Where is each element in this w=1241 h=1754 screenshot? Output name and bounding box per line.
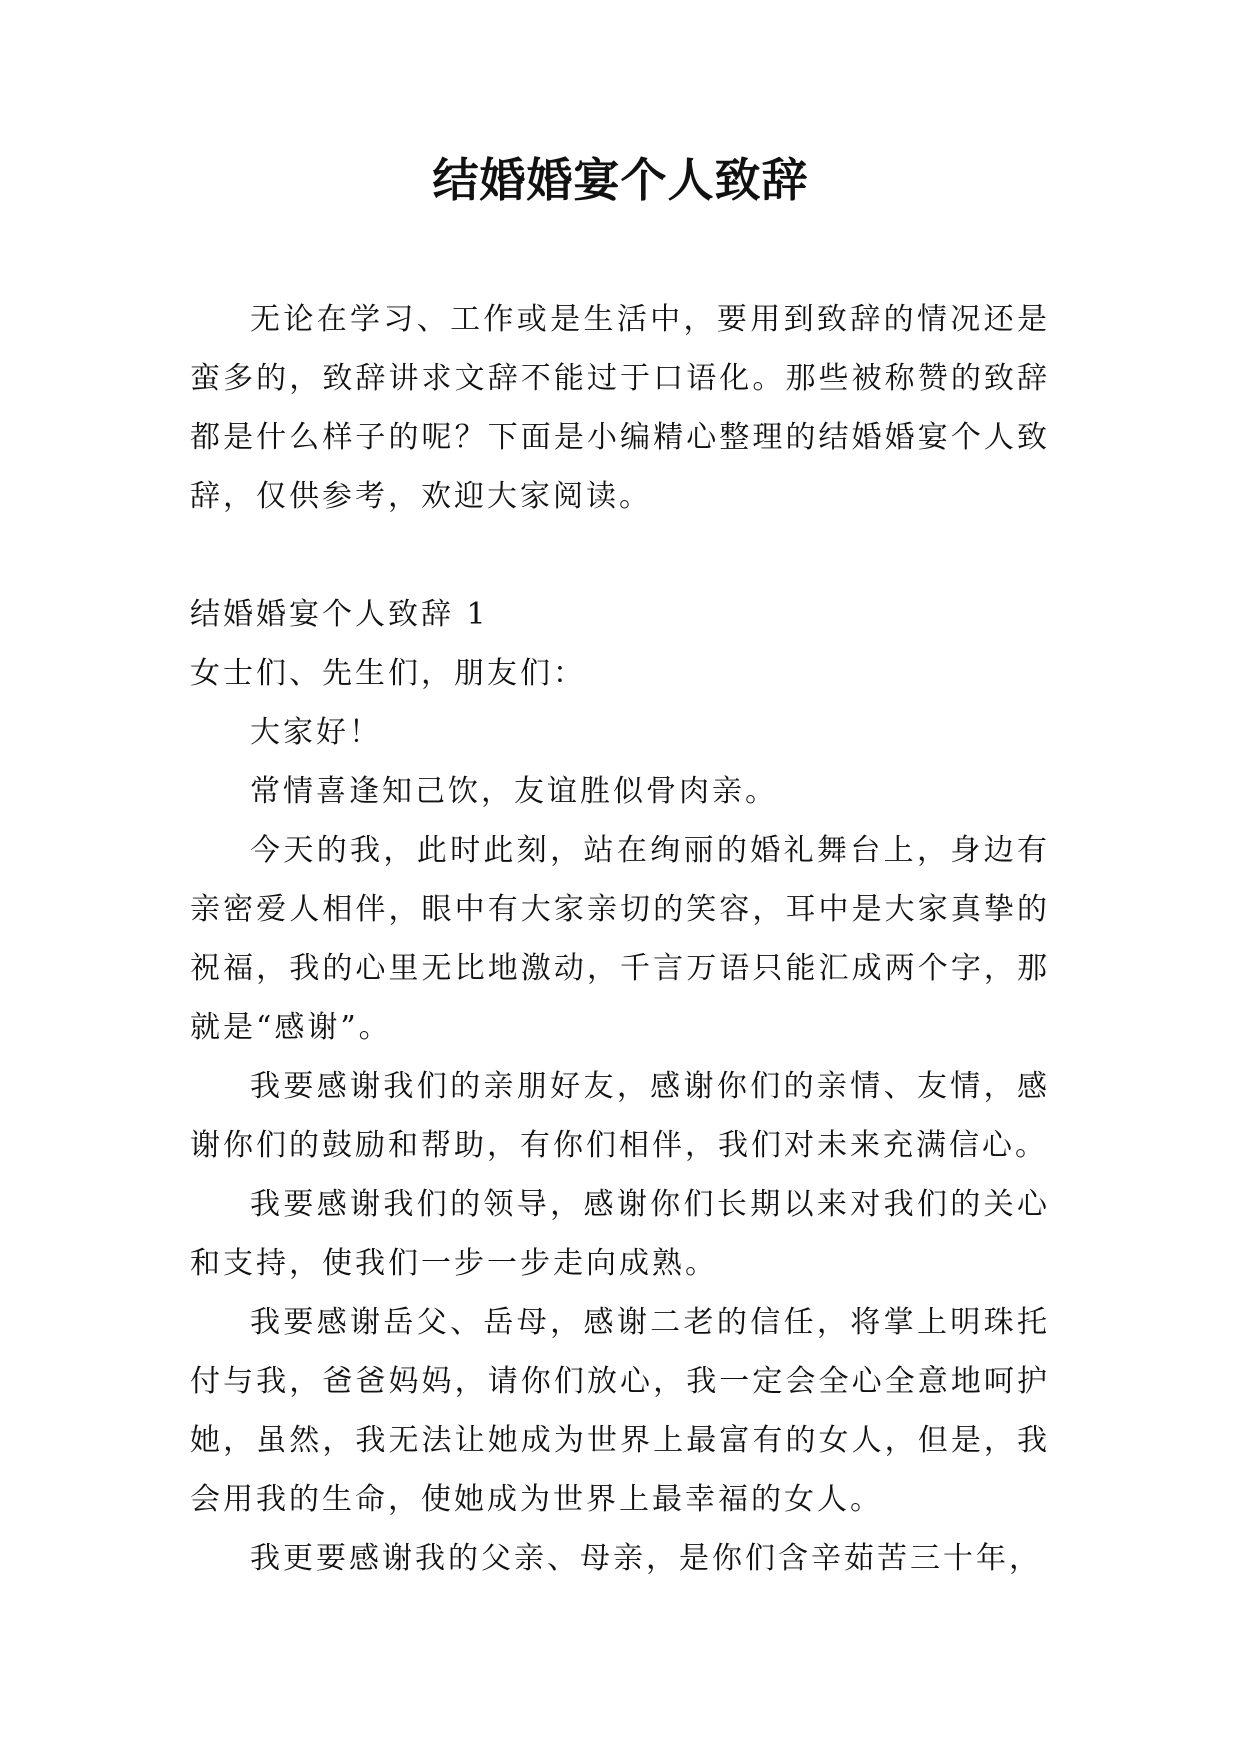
body-paragraph: 我要感谢岳父、岳母，感谢二老的信任，将掌上明珠托付与我，爸爸妈妈，请你们放心，我一定会全心全意地呵护她，虽然，我无法让她成为世界上最富有的女人，但是，我会用我的生命，使她成为世界上最幸福的女人。 [190,1305,1050,1517]
body-paragraph: 今天的我，此时此刻，站在绚丽的婚礼舞台上，身边有亲密爱人相伴，眼中有大家亲切的笑容，耳中是大家真挚的祝福，我的心里无比地激动，千言万语只能汇成两个字，那就是“感谢”。 [190,833,1050,1045]
body-paragraph: 我更要感谢我的父亲、母亲，是你们含辛茹苦三十年， [250,1541,1042,1576]
body-paragraph: 大家好！ [250,715,382,750]
body-paragraph: 我要感谢我们的亲朋好友，感谢你们的亲情、友情，感谢你们的鼓励和帮助，有你们相伴，我们对未来充满信心。 [190,1069,1050,1163]
salutation: 女士们、先生们，朋友们： [190,656,586,691]
intro-paragraph: 无论在学习、工作或是生活中，要用到致辞的情况还是蛮多的，致辞讲求文辞不能过于口语化。那些被称赞的致辞都是什么样子的呢？下面是小编精心整理的结婚婚宴个人致辞，仅供参考，欢迎大家阅读。 [190,302,1050,514]
document-body [190,290,1050,1588]
body-paragraph: 我要感谢我们的领导，感谢你们长期以来对我们的关心和支持，使我们一步一步走向成熟。 [190,1187,1050,1281]
section-heading: 结婚婚宴个人致辞 1 [190,597,489,632]
document-title: 结婚婚宴个人致辞 [432,153,809,207]
body-paragraph: 常情喜逢知己饮，友谊胜似骨肉亲。 [250,774,778,809]
